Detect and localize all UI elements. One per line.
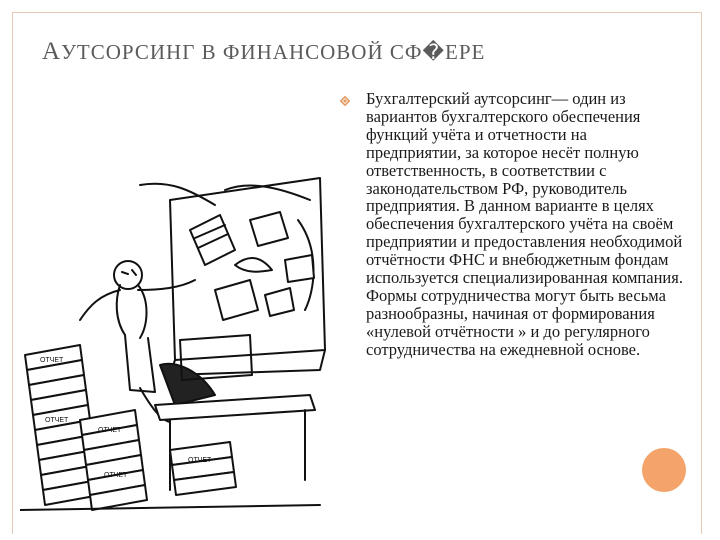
report-label: ОТЧЕТ	[45, 417, 69, 424]
title-first-letter: А	[42, 38, 62, 65]
bullet-list	[340, 90, 685, 359]
accountant-illustration	[20, 160, 335, 535]
report-label: ОТЧЕТ	[188, 457, 212, 464]
accountant-sketch-icon	[20, 160, 335, 535]
page-title	[42, 38, 682, 66]
report-label: ОТЧЕТ	[40, 357, 64, 364]
report-label: ОТЧЕТ	[98, 427, 122, 434]
accent-circle	[642, 448, 686, 492]
title-rest: УТСОРСИНГ В ФИНАНСОВОЙ СФ�ЕРЕ	[61, 40, 486, 64]
diamond-bullet-icon	[340, 96, 350, 106]
bullet-item-text: Бухгалтерский аутсорсинг— один из вариантов бухгалтерского обеспечения функций учёта и отчетности на предприятии, за которое несёт полную ответственность, в соответствии с законодательством РФ, руководитель предприятия. В данном варианте в целях обеспечения бухгалтерского учёта на своём предприятии и предоставления необходимой отчётности ФНС и внебюджетным фондам используется специализированная компания. Формы сотрудничества могут быть весьма разнообразны, начиная от формирования «нулевой отчётности » и до регулярного сотрудничества на ежедневной основе.	[366, 89, 683, 359]
report-label: ОТЧЕТ	[104, 472, 128, 479]
